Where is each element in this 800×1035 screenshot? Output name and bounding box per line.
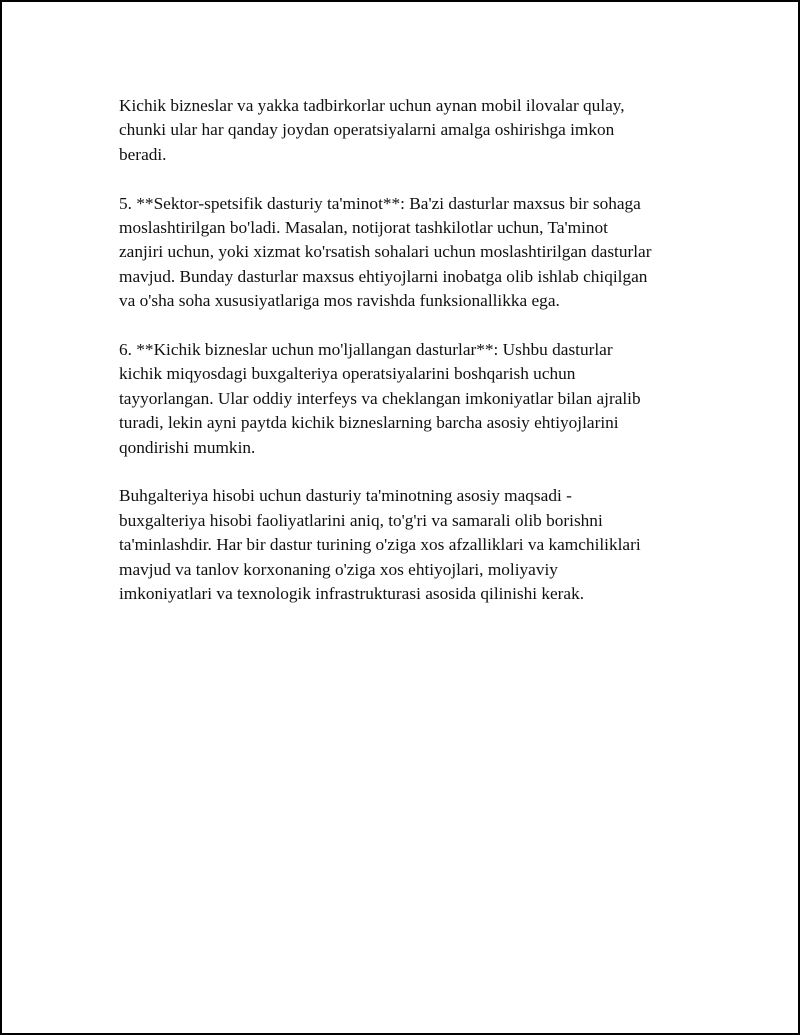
paragraph-sector-specific-software: 5. **Sektor-spetsifik dasturiy ta'minot**: Ba'zi dasturlar maxsus bir sohaga moslashtirilgan bo'ladi. Masalan, notijorat tashkilotlar uchun, Ta'minot zanjiri uchun, yoki xizmat ko'rsatish sohalari uchun moslashtirilgan dasturlar mavjud. Bunday dasturlar maxsus ehtiyojlarni inobatga olib ishlab chiqilgan va o'sha soha xususiyatlariga mos ravishda funksionallikka ega. [119,193,652,311]
paragraph-conclusion: Buhgalteriya hisobi uchun dasturiy ta'minotning asosiy maqsadi - buxgalteriya hisobi faoliyatlarini aniq, to'g'ri va samarali olib borishni ta'minlashdir. Har bir dastur turining o'ziga xos afzalliklari va kamchiliklari mavjud va tanlov korxonaning o'ziga xos ehtiyojlari, moliyaviy imkoniyatlari va texnologik infrastrukturasi asosida qilinishi kerak. [119,486,641,604]
paragraph-small-business-software: 6. **Kichik bizneslar uchun mo'ljallangan dasturlar**: Ushbu dasturlar kichik miqyosdagi buxgalteriya operatsiyalarini boshqarish uchun tayyorlangan. Ular oddiy interfeys va cheklangan imkoniyatlar bilan ajralib turadi, lekin ayni paytda kichik bizneslarning barcha asosiy ehtiyojlarini qondirishi mumkin. [119,340,641,457]
paragraph-mobile-apps: Kichik bizneslar va yakka tadbirkorlar uchun aynan mobil ilovalar qulay, chunki ular har qanday joydan operatsiyalarni amalga oshirishga imkon beradi. [119,96,625,164]
document-body [119,94,699,631]
